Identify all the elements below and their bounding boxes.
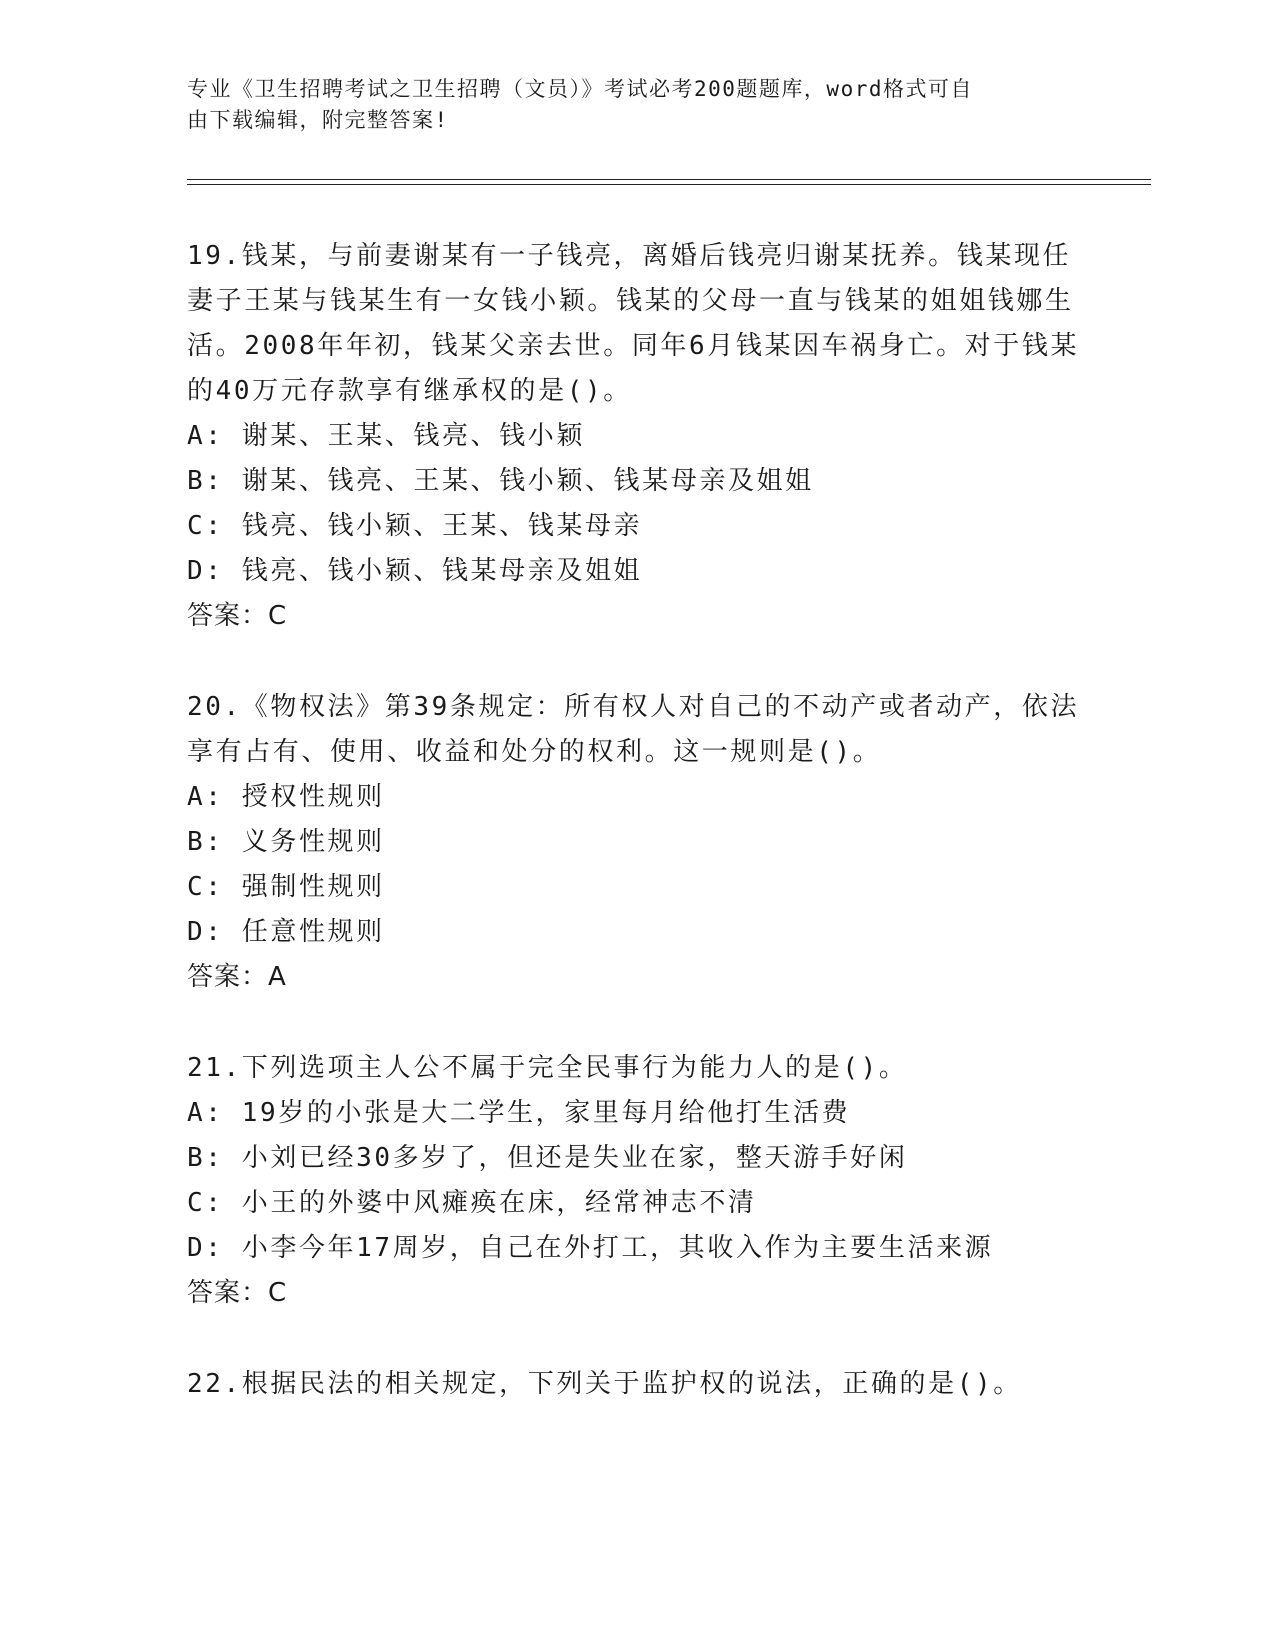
option-b: B: 谢某、钱亮、王某、钱小颖、钱某母亲及姐姐 [187, 466, 814, 496]
option-d: D: 任意性规则 [187, 917, 385, 947]
option-c: C: 强制性规则 [187, 872, 385, 902]
option-c: C: 小王的外婆中风瘫痪在床，经常神志不清 [187, 1188, 757, 1218]
answer-label: 答案：C [187, 1278, 288, 1308]
question-22 [187, 1362, 1087, 1407]
option-b: B: 小刘已经30多岁了，但还是失业在家，整天游手好闲 [187, 1143, 908, 1173]
question-text: 21.下列选项主人公不属于完全民事行为能力人的是()。 [187, 1053, 908, 1083]
header-divider-top [187, 179, 1151, 180]
option-a: A: 19岁的小张是大二学生，家里每月给他打生活费 [187, 1098, 851, 1128]
header-line-1: 专业《卫生招聘考试之卫生招聘（文员）》考试必考200题题库，word格式可自 [187, 77, 973, 101]
question-text: 20.《物权法》第39条规定：所有权人对自己的不动产或者动产，依法享有占有、使用、收益和处分的权利。这一规则是()。 [187, 692, 1080, 767]
document-header [187, 74, 1067, 136]
option-d: D: 钱亮、钱小颖、钱某母亲及姐姐 [187, 556, 643, 586]
header-line-2: 由下载编辑，附完整答案! [187, 108, 449, 132]
option-d: D: 小李今年17周岁，自己在外打工，其收入作为主要生活来源 [187, 1233, 994, 1263]
option-b: B: 义务性规则 [187, 827, 385, 857]
answer-label: 答案：A [187, 962, 287, 992]
question-text: 22.根据民法的相关规定，下列关于监护权的说法，正确的是()。 [187, 1369, 1022, 1399]
question-20 [187, 685, 1087, 1000]
option-a: A: 授权性规则 [187, 782, 385, 812]
question-19 [187, 234, 1087, 639]
question-21 [187, 1046, 1087, 1316]
answer-label: 答案：C [187, 601, 288, 631]
option-a: A: 谢某、王某、钱亮、钱小颖 [187, 421, 585, 451]
question-list [187, 234, 1087, 1453]
option-c: C: 钱亮、钱小颖、王某、钱某母亲 [187, 511, 643, 541]
question-text: 19.钱某，与前妻谢某有一子钱亮，离婚后钱亮归谢某抚养。钱某现任妻子王某与钱某生有一女钱小颖。钱某的父母一直与钱某的姐姐钱娜生活。2008年年初，钱某父亲去世。同年6月钱某因车祸身亡。对于钱某的40万元存款享有继承权的是()。 [187, 241, 1080, 406]
header-divider-bottom [187, 184, 1151, 185]
